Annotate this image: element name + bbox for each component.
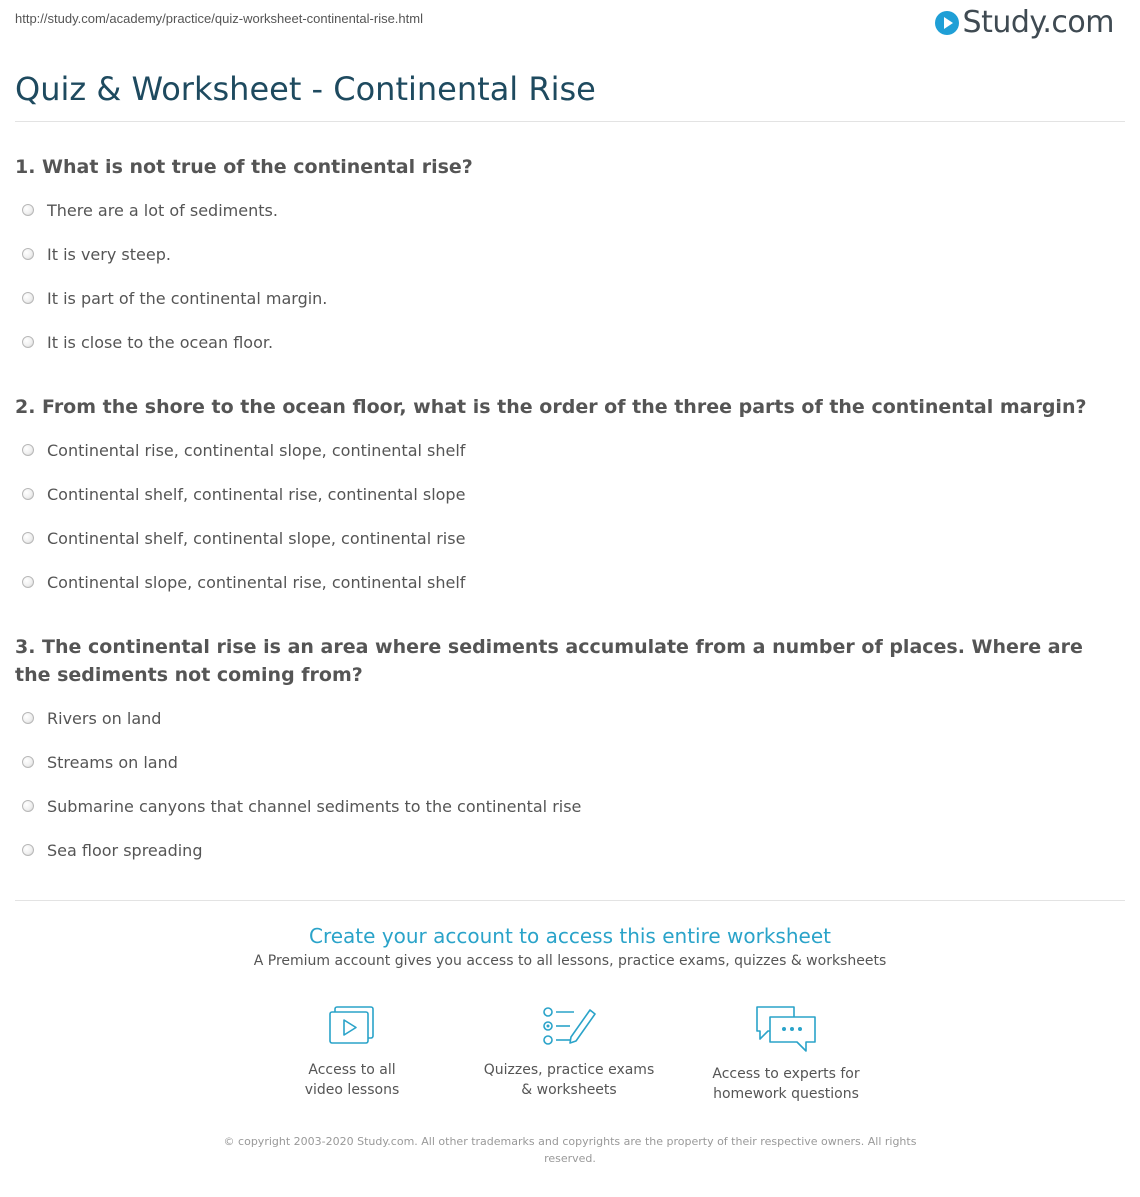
radio-button-icon[interactable]	[22, 292, 34, 304]
radio-button-icon[interactable]	[22, 204, 34, 216]
option-label: There are a lot of sediments.	[47, 200, 278, 220]
question-1: 1. What is not true of the continental rise?	[15, 156, 473, 178]
feature-label-line2: video lessons	[304, 1082, 400, 1098]
option-label: Continental rise, continental slope, continental shelf	[47, 440, 466, 460]
copyright-line1: © copyright 2003-2020 Study.com. All other trademarks and copyrights are the property of their respective owners. All rights	[223, 1135, 917, 1148]
create-account-link[interactable]: Create your account to access this entire worksheet	[309, 924, 831, 948]
quiz-checklist-icon	[540, 1004, 598, 1050]
question-1-option-3[interactable]	[22, 286, 327, 310]
feature-label-line1: Access to all	[308, 1062, 396, 1078]
question-3-option-2[interactable]	[22, 750, 178, 774]
question-2-option-1[interactable]	[22, 438, 465, 462]
brand-name: Study.com	[962, 5, 1114, 40]
question-1-option-4[interactable]	[22, 330, 273, 354]
option-label: Continental shelf, continental rise, continental slope	[47, 484, 466, 504]
title-divider	[15, 121, 1125, 122]
option-label: Streams on land	[47, 752, 178, 772]
copyright-line2: reserved.	[544, 1152, 596, 1165]
radio-button-icon[interactable]	[22, 576, 34, 588]
study-logo[interactable]	[935, 6, 1114, 40]
option-label: Sea floor spreading	[47, 840, 203, 860]
play-logo-icon	[935, 11, 959, 35]
question-2-option-3[interactable]	[22, 526, 465, 550]
question-2-option-2[interactable]	[22, 482, 465, 506]
page-url[interactable]: http://study.com/academy/practice/quiz-worksheet-continental-rise.html	[15, 11, 423, 26]
feature-label-line2: homework questions	[713, 1086, 859, 1102]
option-label: Submarine canyons that channel sediments to the continental rise	[47, 796, 582, 816]
question-3-option-4[interactable]	[22, 838, 202, 862]
question-3-option-3[interactable]	[22, 794, 581, 818]
feature-experts	[686, 1004, 886, 1104]
feature-label-line1: Access to experts for	[712, 1066, 860, 1082]
radio-button-icon[interactable]	[22, 712, 34, 724]
radio-button-icon[interactable]	[22, 756, 34, 768]
option-label: Rivers on land	[47, 708, 162, 728]
question-1-option-1[interactable]	[22, 198, 278, 222]
feature-video-lessons	[252, 1004, 452, 1100]
option-label: Continental slope, continental rise, continental shelf	[47, 572, 466, 592]
option-label: It is close to the ocean floor.	[47, 332, 274, 352]
option-label: Continental shelf, continental slope, continental rise	[47, 528, 466, 548]
premium-description: A Premium account gives you access to all lessons, practice exams, quizzes & worksheets	[253, 953, 887, 969]
feature-quizzes	[469, 1004, 669, 1100]
question-3-option-1[interactable]	[22, 706, 161, 730]
radio-button-icon[interactable]	[22, 248, 34, 260]
option-label: It is very steep.	[47, 244, 171, 264]
radio-button-icon[interactable]	[22, 488, 34, 500]
question-2: 2. From the shore to the ocean floor, what is the order of the three parts of the continental margin?	[15, 396, 1087, 418]
feature-label-line1: Quizzes, practice exams	[483, 1062, 655, 1078]
radio-button-icon[interactable]	[22, 532, 34, 544]
question-2-option-4[interactable]	[22, 570, 465, 594]
radio-button-icon[interactable]	[22, 800, 34, 812]
question-3: 3. The continental rise is an area where sediments accumulate from a number of places. Where are the sediments not coming from?	[15, 636, 1083, 686]
cta-divider	[15, 900, 1125, 901]
radio-button-icon[interactable]	[22, 336, 34, 348]
option-label: It is part of the continental margin.	[47, 288, 328, 308]
radio-button-icon[interactable]	[22, 844, 34, 856]
feature-label-line2: & worksheets	[521, 1082, 617, 1098]
copyright-notice	[210, 1133, 930, 1167]
page-title: Quiz & Worksheet - Continental Rise	[15, 70, 596, 108]
video-lessons-icon	[326, 1004, 378, 1050]
radio-button-icon[interactable]	[22, 444, 34, 456]
chat-bubbles-icon	[754, 1004, 818, 1054]
question-1-option-2[interactable]	[22, 242, 171, 266]
